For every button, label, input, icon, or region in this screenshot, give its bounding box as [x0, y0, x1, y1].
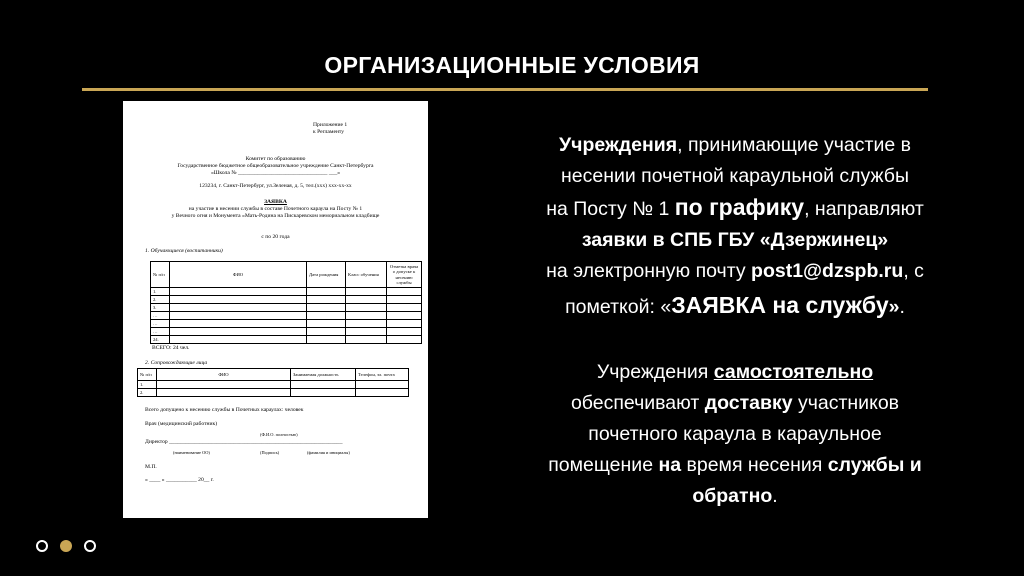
text-delivery: доставку	[704, 392, 793, 414]
table-cell	[170, 328, 307, 336]
text-fragment: , направляют	[804, 198, 924, 220]
escorts-table-header	[138, 369, 409, 381]
table-cell	[346, 296, 387, 304]
table-header-cell: Телефон, эл. почта	[356, 369, 409, 381]
nav-dot-2-active[interactable]	[60, 540, 72, 552]
table-cell	[157, 381, 291, 389]
text-service: службы и	[827, 454, 922, 476]
table-cell	[387, 336, 422, 344]
doc-stamp: М.П.	[145, 464, 157, 470]
nav-dot-3[interactable]	[84, 540, 96, 552]
text-fragment: Учреждения	[596, 361, 714, 383]
doc-appendix-sub: к Регламенту	[313, 129, 345, 135]
row-number-cell: …	[151, 312, 170, 320]
table-header-cell: Дата рождения	[307, 262, 346, 288]
table-row	[151, 296, 422, 304]
row-number-cell: 1.	[138, 381, 157, 389]
application-form-document	[123, 101, 428, 518]
doc-appendix: Приложение 1	[313, 122, 348, 128]
doc-address: 123234, г. Санкт-Петербург, ул.Зеленая, д. 5, тел.(ххх) ххх-хх-хх	[199, 183, 352, 189]
table-cell	[291, 381, 356, 389]
text-on: на	[658, 454, 682, 476]
doc-committee: Комитет по образованию	[245, 156, 306, 162]
table-cell	[157, 389, 291, 397]
table-header-cell: № п/п	[138, 369, 157, 381]
table-header-cell: № п/п	[151, 262, 170, 288]
row-number-cell: 24.	[151, 336, 170, 344]
table-cell	[346, 304, 387, 312]
table-row	[138, 389, 409, 397]
row-number-cell: …	[151, 320, 170, 328]
doc-sign-hint-2: (Подпись)	[260, 450, 280, 455]
doc-form-line2: у Вечного огня и Монумента «Мать-Родина на Пискаревском мемориальном кладбище	[171, 213, 380, 219]
table-cell	[356, 381, 409, 389]
paragraph-requests	[500, 130, 970, 323]
doc-section2: 2. Сопровождающие лица	[145, 360, 208, 366]
text-fragment: время несения	[681, 454, 828, 476]
paragraph-delivery	[500, 357, 970, 512]
table-cell	[387, 320, 422, 328]
row-number-cell: 3.	[151, 304, 170, 312]
text-fragment: , принимающие участие в	[677, 134, 911, 156]
text-fragment: .	[772, 485, 778, 507]
text-institutions: Учреждения	[559, 134, 678, 156]
table-cell	[346, 336, 387, 344]
table-cell	[307, 304, 346, 312]
table-cell	[387, 296, 422, 304]
table-cell	[387, 288, 422, 296]
table-cell	[307, 336, 346, 344]
text-fragment: несении почетной караульной службы	[561, 165, 909, 187]
doc-admitted: Всего допущено к несению службы в Почетных караулах: человек	[145, 407, 304, 413]
doc-director: Директор ______________________________________________________________	[145, 439, 343, 445]
text-fragment: помещение	[548, 454, 659, 476]
table-row	[151, 312, 422, 320]
table-cell	[170, 296, 307, 304]
table-row	[138, 381, 409, 389]
text-independently: самостоятельно	[713, 361, 874, 383]
table-cell	[346, 312, 387, 320]
doc-sign-hint-1: (наименование ОО)	[173, 450, 210, 455]
row-number-cell: 2.	[151, 296, 170, 304]
table-row	[151, 288, 422, 296]
table-cell	[170, 336, 307, 344]
doc-institution: Государственное бюджетное общеобразовательное учреждение Санкт-Петербурга	[177, 163, 374, 169]
email-link[interactable]: post1@dzspb.ru	[751, 260, 904, 282]
text-fragment: .	[899, 296, 905, 318]
doc-school: «Школа № ________________________________ ___»	[210, 170, 341, 176]
text-mark: ЗАЯВКА на службу	[671, 292, 889, 318]
doc-form-line1: на участие в несении службы в составе Почетного караула на Посту № 1	[188, 206, 363, 212]
row-number-cell: …	[151, 328, 170, 336]
text-fragment: »	[888, 296, 900, 318]
table-cell	[356, 389, 409, 397]
nav-dot-1[interactable]	[36, 540, 48, 552]
doc-total: ВСЕГО: 24 чел.	[152, 345, 190, 351]
escorts-table	[137, 368, 409, 397]
table-header-cell: ФИО	[170, 262, 307, 288]
table-cell	[291, 389, 356, 397]
table-cell	[307, 328, 346, 336]
text-requests: заявки в СПБ ГБУ «Дзержинец»	[581, 229, 889, 251]
text-fragment: на Посту № 1	[546, 198, 675, 220]
doc-fio-hint: (Ф.И.О. полностью)	[260, 432, 298, 437]
table-header-cell: Класс обучения	[346, 262, 387, 288]
table-cell	[170, 288, 307, 296]
text-fragment: обеспечивают	[570, 392, 705, 414]
row-number-cell: 2.	[138, 389, 157, 397]
text-fragment: пометкой: «	[565, 296, 672, 318]
table-cell	[387, 304, 422, 312]
students-table	[150, 261, 422, 344]
table-header-cell: Отметка врача о допуске к несению службы	[387, 262, 422, 288]
table-cell	[346, 328, 387, 336]
text-back: обратно	[692, 485, 773, 507]
table-cell	[307, 312, 346, 320]
doc-doctor: Врач (медицинский работник)	[145, 421, 218, 427]
table-cell	[170, 320, 307, 328]
doc-date-sign: « ____ » ___________ 20__ г.	[145, 477, 214, 483]
table-header-cell: Занимаемая должность	[291, 369, 356, 381]
table-cell	[346, 288, 387, 296]
table-cell	[307, 320, 346, 328]
table-cell	[170, 312, 307, 320]
row-number-cell: 1.	[151, 288, 170, 296]
table-header-cell: ФИО	[157, 369, 291, 381]
table-row	[151, 304, 422, 312]
text-fragment: на электронную почту	[546, 260, 752, 282]
table-row	[151, 328, 422, 336]
title-underline	[82, 88, 928, 91]
doc-sign-hint-3: (фамилия и инициалы)	[307, 450, 350, 455]
text-fragment: участников	[792, 392, 900, 414]
table-cell	[346, 320, 387, 328]
table-cell	[387, 312, 422, 320]
table-cell	[307, 288, 346, 296]
table-row	[151, 336, 422, 344]
table-cell	[387, 328, 422, 336]
text-schedule: по графику	[674, 194, 805, 220]
text-fragment: почетного караула в караульное	[588, 423, 882, 445]
doc-form-title: ЗАЯВКА	[264, 199, 287, 205]
students-table-header	[151, 262, 422, 288]
page-title: ОРГАНИЗАЦИОННЫЕ УСЛОВИЯ	[324, 52, 700, 78]
text-fragment: , с	[903, 260, 924, 282]
table-cell	[170, 304, 307, 312]
doc-date-line: с по 20 года	[261, 234, 290, 240]
table-cell	[307, 296, 346, 304]
doc-section1: 1. Обучающиеся (воспитанники)	[145, 248, 223, 254]
table-row	[151, 320, 422, 328]
